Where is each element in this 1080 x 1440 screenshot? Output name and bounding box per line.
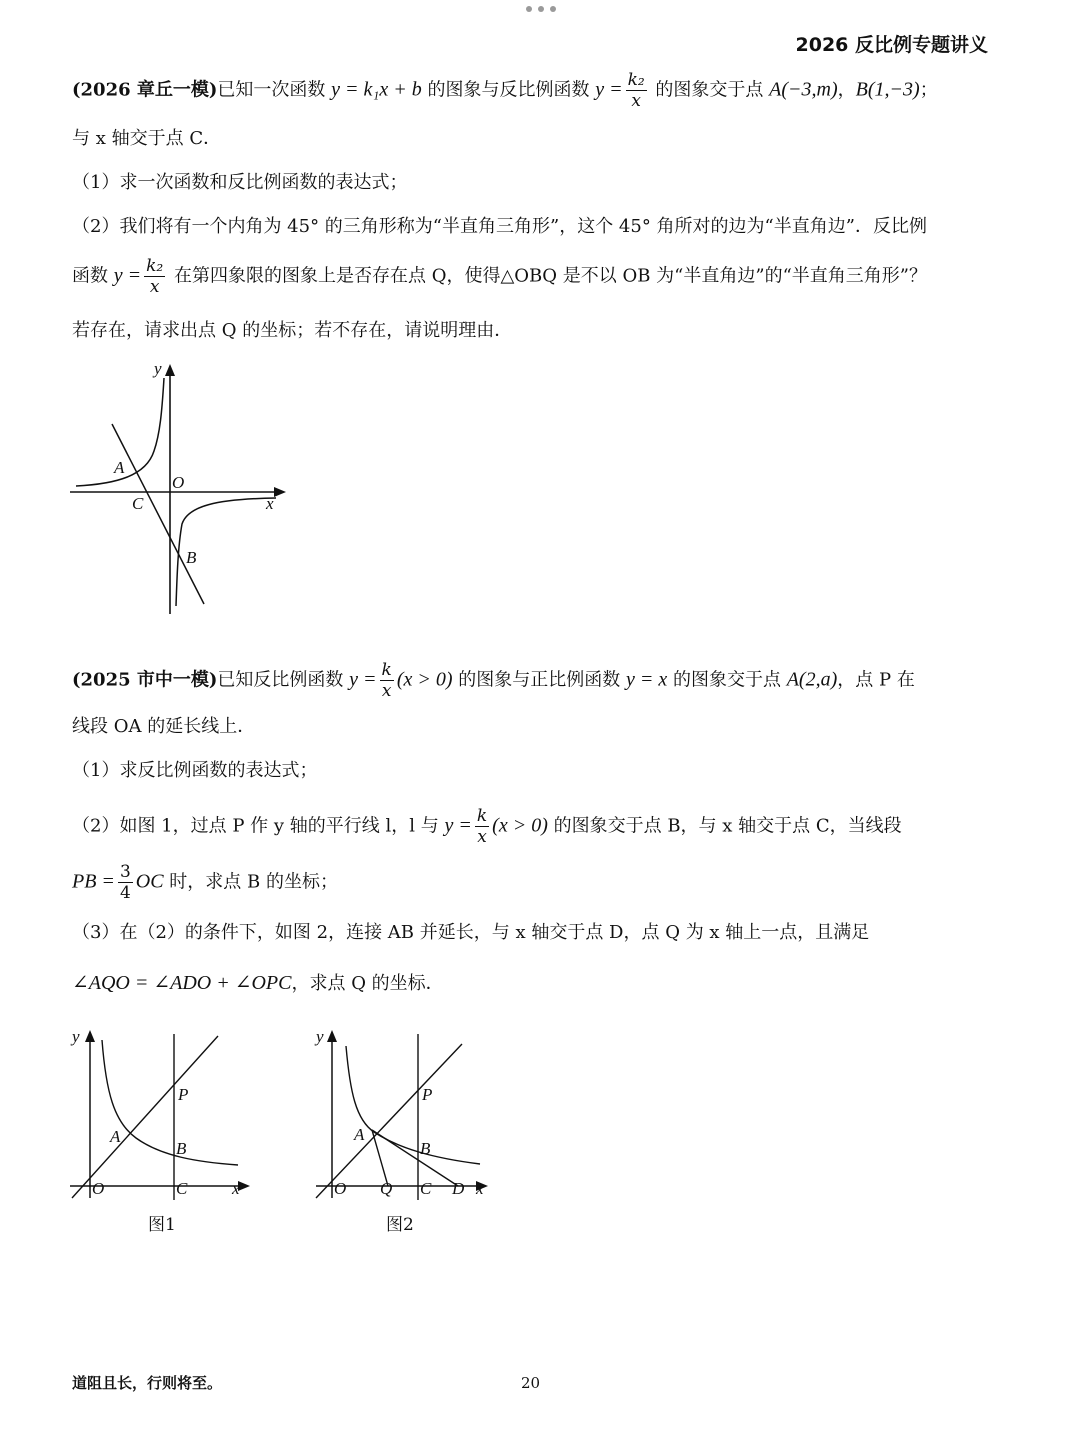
label-x: x xyxy=(266,494,274,513)
point-b: B(1,−3) xyxy=(855,78,920,101)
svg-text:B: B xyxy=(420,1139,431,1158)
point-a: A(−3,m) xyxy=(769,78,838,101)
problem2-question2-line2: PB = $\frac{3}{4}$ OC 时，求点 B 的坐标； xyxy=(72,862,338,903)
problem2-question3-line2: ∠AQO = ∠ADO + ∠OPC，求点 Q 的坐标． xyxy=(72,972,444,994)
svg-text:y: y xyxy=(72,1027,80,1046)
problem1-question2-line2: 函数 y = $\frac{\text{k₂}}{x}$ 在第四象限的图象上是否存在点 Q，使得△OBQ 是不以 OB 为“半直角边”的“半直角三角形”？ xyxy=(72,256,927,297)
svg-text:C: C xyxy=(176,1179,188,1198)
label-o: O xyxy=(172,473,185,492)
svg-text:A: A xyxy=(354,1125,365,1144)
svg-text:B: B xyxy=(176,1139,187,1158)
problem2-source: (2025 市中一模) xyxy=(72,669,218,691)
svg-text:x: x xyxy=(476,1179,484,1198)
label-b: B xyxy=(186,548,197,567)
problem2-question1: （1）求反比例函数的表达式； xyxy=(72,760,318,781)
label-c: C xyxy=(132,494,144,513)
problem1-question2-line1: （2）我们将有一个内角为 45° 的三角形称为“半直角三角形”，这个 45° 角所对的边为“半直角边”．反比例 xyxy=(72,216,927,237)
svg-text:A: A xyxy=(110,1127,121,1146)
svg-text:x: x xyxy=(232,1179,240,1198)
problem1-stem-line2: 与 x 轴交于点 C． xyxy=(72,128,222,149)
linear-function: y = k₁x + b xyxy=(331,78,422,101)
problem1-source: (2026 章丘一模) xyxy=(72,79,218,101)
svg-text:O: O xyxy=(92,1179,105,1198)
problem1-question2-line3: 若存在，请求出点 Q 的坐标；若不存在，请说明理由． xyxy=(72,320,513,341)
problem2-question3-line1: （3）在（2）的条件下，如图 2，连接 AB 并延长，与 x 轴交于点 D，点 Q 为 x 轴上一点，且满足 xyxy=(72,922,870,943)
svg-text:P: P xyxy=(422,1085,433,1104)
problem1-stem: (2026 章丘一模)已知一次函数 y = k₁x + b 的图象与反比例函数 y = $\frac{\text{k₂}}{x}$ 的图象交于点 A(−3,m)，B(1,−3)； xyxy=(72,70,938,111)
footer-motto: 道阻且长，行则将至。 xyxy=(72,1374,223,1392)
figure2-caption: 图2 xyxy=(386,1215,414,1235)
figure1-caption: 图1 xyxy=(148,1215,176,1235)
problem1-question1: （1）求一次函数和反比例函数的表达式； xyxy=(72,172,408,193)
svg-text:y: y xyxy=(316,1027,324,1046)
label-y: y xyxy=(154,359,162,378)
problem1-figure xyxy=(66,356,296,618)
svg-text:P: P xyxy=(178,1085,189,1104)
label-a: A xyxy=(114,458,125,477)
svg-text:O: O xyxy=(334,1179,347,1198)
svg-text:D: D xyxy=(452,1179,465,1198)
problem2-question2-line1: （2）如图 1，过点 P 作 y 轴的平行线 l，l 与 y = $\frac{k}{x}$ (x > 0) 的图象交于点 B，与 x 轴交于点 C，当线段 xyxy=(72,806,902,847)
inverse-function-fraction: $\frac{\text{k₂}}{x}$ xyxy=(627,70,645,111)
svg-text:C: C xyxy=(420,1179,432,1198)
problem2-stem: (2025 市中一模)已知反比例函数 y = $\frac{k}{x}$ (x > 0) 的图象与正比例函数 y = x 的图象交于点 A(2,a)，点 P 在 xyxy=(72,660,915,701)
problem2-figure1 xyxy=(66,1022,256,1204)
window-drag-handle[interactable] xyxy=(521,6,561,20)
page-number: 20 xyxy=(521,1374,541,1392)
page-header-title: 2026 反比例专题讲义 xyxy=(795,34,988,56)
svg-text:Q: Q xyxy=(380,1179,393,1198)
problem2-figure2 xyxy=(312,1022,502,1204)
problem2-stem-line2: 线段 OA 的延长线上． xyxy=(72,716,256,737)
